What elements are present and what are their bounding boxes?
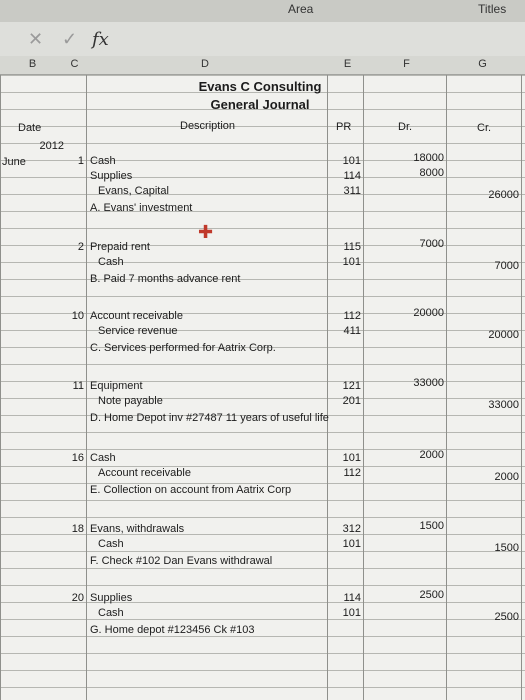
- entry-description: Equipment: [90, 380, 143, 392]
- entry-description: Supplies: [90, 592, 133, 604]
- entry-credit: 2000: [494, 471, 519, 483]
- column-header-c[interactable]: C: [70, 58, 79, 70]
- spreadsheet-grid[interactable]: [0, 75, 525, 700]
- entry-day: 20: [71, 592, 84, 604]
- entry-pr: 101: [342, 452, 361, 464]
- entry-description: Account receivable: [90, 310, 183, 322]
- entry-pr: 201: [342, 395, 361, 407]
- entry-description: Cash: [98, 256, 124, 268]
- grid-line: [363, 75, 364, 700]
- entry-description: Service revenue: [98, 325, 178, 337]
- entry-debit: 20000: [413, 307, 444, 319]
- entry-credit: 33000: [488, 399, 519, 411]
- grid-line: [86, 75, 87, 700]
- entry-pr: 101: [342, 538, 361, 550]
- company-name: Evans C Consulting: [198, 79, 322, 94]
- cancel-icon[interactable]: ✕: [28, 29, 44, 49]
- entry-debit: 2000: [419, 449, 444, 461]
- function-icon[interactable]: fx: [92, 29, 109, 50]
- entry-memo: A. Evans' investment: [90, 202, 193, 214]
- journal-title: General Journal: [210, 97, 310, 112]
- entry-description: Evans, withdrawals: [90, 523, 185, 535]
- ribbon-strip: [0, 0, 525, 22]
- grid-line: [327, 75, 328, 700]
- entry-debit: 18000: [413, 152, 444, 164]
- entry-debit: 33000: [413, 377, 444, 389]
- header-cr: Cr.: [477, 122, 492, 134]
- entry-pr: 114: [343, 170, 361, 182]
- column-header-f[interactable]: F: [403, 58, 410, 70]
- entry-description: Cash: [90, 452, 116, 464]
- header-date: Date: [18, 122, 42, 134]
- formula-bar: [0, 22, 525, 57]
- column-header-d[interactable]: D: [201, 58, 209, 70]
- entry-pr: 311: [343, 185, 361, 197]
- entry-credit: 20000: [488, 329, 519, 341]
- column-header-row: [0, 56, 525, 75]
- move-cursor-icon: ✚: [198, 222, 214, 242]
- entry-day: 16: [71, 452, 84, 464]
- entry-day: 2: [77, 241, 84, 253]
- column-header-e[interactable]: E: [343, 58, 352, 70]
- entry-pr: 101: [342, 155, 361, 167]
- entry-pr: 114: [343, 592, 361, 604]
- entry-memo: C. Services performed for Aatrix Corp.: [90, 342, 276, 354]
- entry-pr: 115: [343, 241, 361, 253]
- entry-debit: 1500: [419, 520, 444, 532]
- entry-debit: 8000: [419, 167, 444, 179]
- entry-description: Cash: [98, 538, 124, 550]
- entry-pr: 312: [342, 523, 361, 535]
- entry-debit: 2500: [419, 589, 444, 601]
- entry-description: Prepaid rent: [90, 241, 150, 253]
- entry-memo: D. Home Depot inv #27487 11 years of useful life: [90, 412, 329, 424]
- entry-credit: 26000: [488, 189, 519, 201]
- entry-credit: 1500: [494, 542, 519, 554]
- entry-description: Cash: [98, 607, 124, 619]
- year-cell: 2012: [39, 140, 64, 152]
- entry-pr: 101: [342, 256, 361, 268]
- entry-day: 11: [72, 380, 84, 392]
- entry-memo: F. Check #102 Dan Evans withdrawal: [90, 555, 273, 567]
- grid-line: [0, 75, 1, 700]
- column-header-g[interactable]: G: [478, 58, 487, 70]
- entry-description: Account receivable: [98, 467, 191, 479]
- entry-memo: G. Home depot #123456 Ck #103: [90, 624, 255, 636]
- entry-credit: 7000: [494, 260, 519, 272]
- entry-pr: 121: [342, 380, 361, 392]
- entry-description: Cash: [90, 155, 116, 167]
- entry-pr: 112: [343, 310, 361, 322]
- entry-day: 1: [77, 155, 84, 167]
- entry-description: Supplies: [90, 170, 133, 182]
- entry-day: 18: [71, 523, 84, 535]
- confirm-icon[interactable]: ✓: [62, 29, 78, 49]
- entry-memo: E. Collection on account from Aatrix Corp: [90, 484, 292, 496]
- grid-line: [446, 75, 447, 700]
- entry-memo: B. Paid 7 months advance rent: [90, 273, 241, 285]
- entry-day: 10: [71, 310, 84, 322]
- header-pr: PR: [336, 121, 352, 133]
- month-cell: June: [2, 156, 26, 168]
- area-chart-button[interactable]: Area: [288, 2, 314, 16]
- entry-pr: 101: [342, 607, 361, 619]
- header-dr: Dr.: [398, 121, 413, 133]
- entry-credit: 2500: [494, 611, 519, 623]
- entry-pr: 112: [343, 467, 361, 479]
- header-description: Description: [180, 120, 236, 132]
- entry-pr: 411: [343, 325, 361, 337]
- entry-description: Note payable: [98, 395, 163, 407]
- grid-line: [521, 75, 522, 700]
- entry-debit: 7000: [419, 238, 444, 250]
- entry-description: Evans, Capital: [98, 185, 169, 197]
- column-header-b[interactable]: B: [28, 58, 37, 70]
- titles-button[interactable]: Titles: [478, 2, 507, 16]
